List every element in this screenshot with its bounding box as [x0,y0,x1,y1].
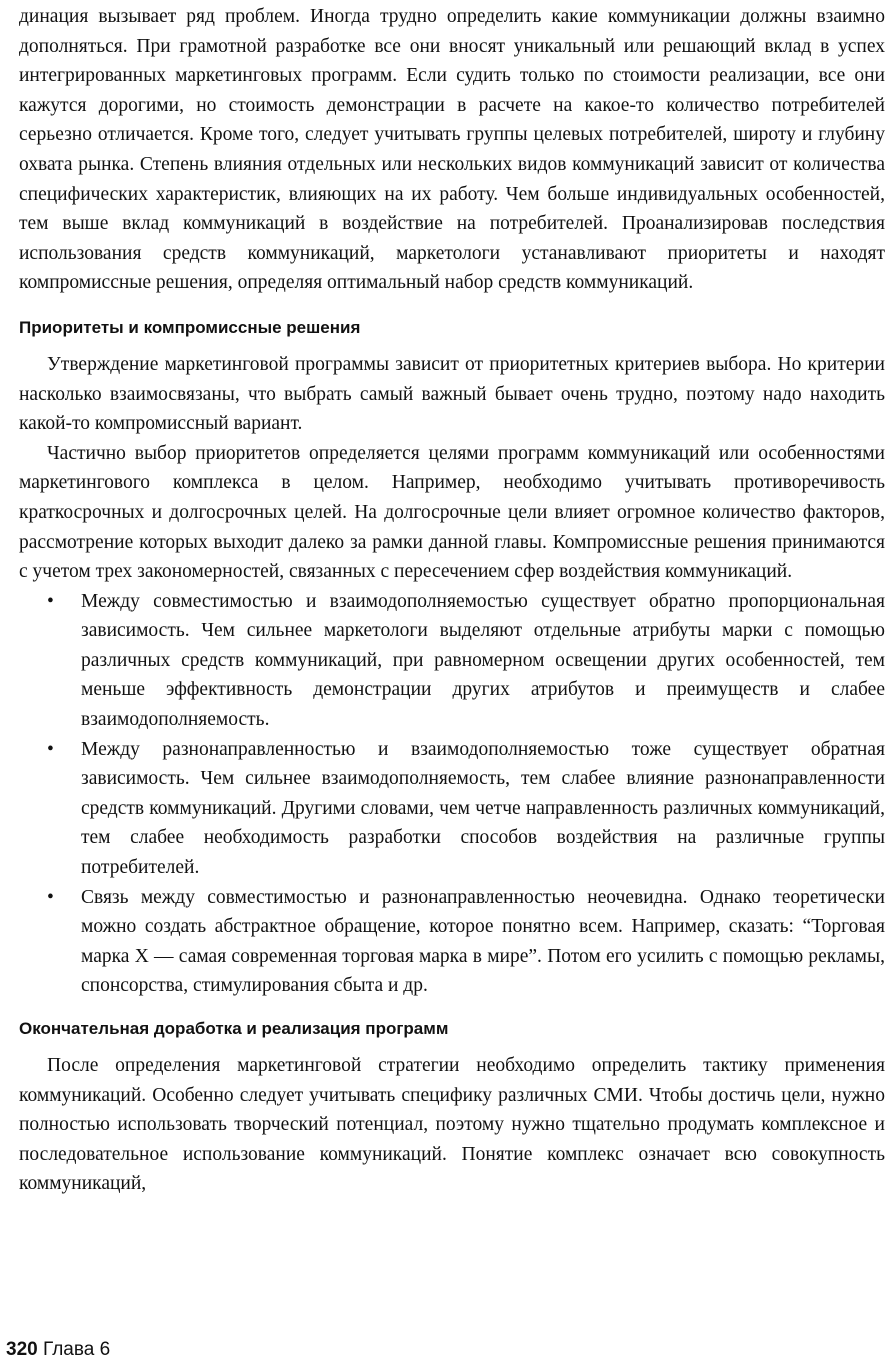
bullet-item [19,883,885,1001]
section-heading-priorities: Приоритеты и компромиссные решения [19,317,361,337]
bullet-marker: • [47,738,54,760]
section-heading-final-revision: Окончательная доработка и реализация программ [19,1019,449,1038]
page-footer [6,1338,110,1362]
paragraph: После определения маркетинговой стратегии необходимо определить тактику применения коммуникаций. Особенно следует учитывать специфику различных СМИ. Чтобы достичь цели, нужно полностью использовать творческий потенциал, поэтому нужно тщательно продумать комплексное и последовательное использование коммуникаций. Понятие комплекс означает всю совокупность коммуникаций, [19,1055,885,1195]
bullet-list [19,587,885,1001]
chapter-label: Глава 6 [42,1339,111,1360]
bullet-item [19,735,885,883]
bullet-marker: • [47,590,54,612]
paragraph: Частично выбор приоритетов определяется целями программ коммуникаций или особенностями маркетингового комплекса в целом. Например, необходимо учитывать противоречивость краткосрочных и долгосрочных целей. На долгосрочные цели влияет огромное количество факторов, рассмотрение которых выходит далеко за рамки данной главы. Компромиссные решения принимаются с учетом трех закономерностей, связанных с пересечением сфер воздействия коммуникаций. [19,442,885,583]
page-number: 320 [6,1339,38,1360]
paragraph: Утверждение маркетинговой программы зависит от приоритетных критериев выбора. Но критерии насколько взаимосвязаны, что выбрать самый важный бывает очень трудно, поэтому надо находить какой-то компромиссный вариант. [19,353,885,435]
bullet-text: Между разнонаправленностью и взаимодополняемостью тоже существует обратная зависимость. Чем сильнее взаимодополняемость, тем слабее влияние разнонаправленности средств коммуникаций. Другими словами, чем четче направленность различных коммуникаций, тем слабее необходимость разработки способов воздействия на различные группы потребителей. [81,738,885,879]
bullet-marker: • [47,886,54,908]
bullet-text: Связь между совместимостью и разнонаправленностью неочевидна. Однако теоретически можно создать абстрактное обращение, которое понятно всем. Например, сказать: “Торговая марка X — самая современная торговая марка в мире”. Потом его усилить с помощью рекламы, спонсорства, стимулирования сбыта и др. [81,886,885,997]
intro-paragraph: динация вызывает ряд проблем. Иногда трудно определить какие коммуникации должны взаимно дополняться. При грамотной разработке все они вносят уникальный или решающий вклад в успех интегрированных маркетинговых программ. Если судить только по стоимости реализации, все они кажутся дорогими, но стоимость демонстрации в расчете на какое-то количество потребителей серьезно отличается. Кроме того, следует учитывать группы целевых потребителей, широту и глубину охвата рынка. Степень влияния отдельных или нескольких видов коммуникаций зависит от количества специфических характеристик, влияющих на их работу. Чем больше индивидуальных особенностей, тем выше вклад коммуникаций в воздействие на потребителей. Проанализировав последствия использования средств коммуникаций, маркетологи устанавливают приоритеты и находят компромиссные решения, определяя оптимальный набор средств коммуникаций. [19,6,885,294]
document-page [19,2,885,1199]
bullet-text: Между совместимостью и взаимодополняемостью существует обратно пропорциональная зависимость. Чем сильнее маркетологи выделяют отдельные атрибуты марки с помощью различных средств коммуникаций, при равномерном освещении других особенностей, тем меньше эффективность демонстрации других атрибутов и преимуществ и слабее взаимодополняемость. [81,590,885,731]
bullet-item [19,587,885,735]
